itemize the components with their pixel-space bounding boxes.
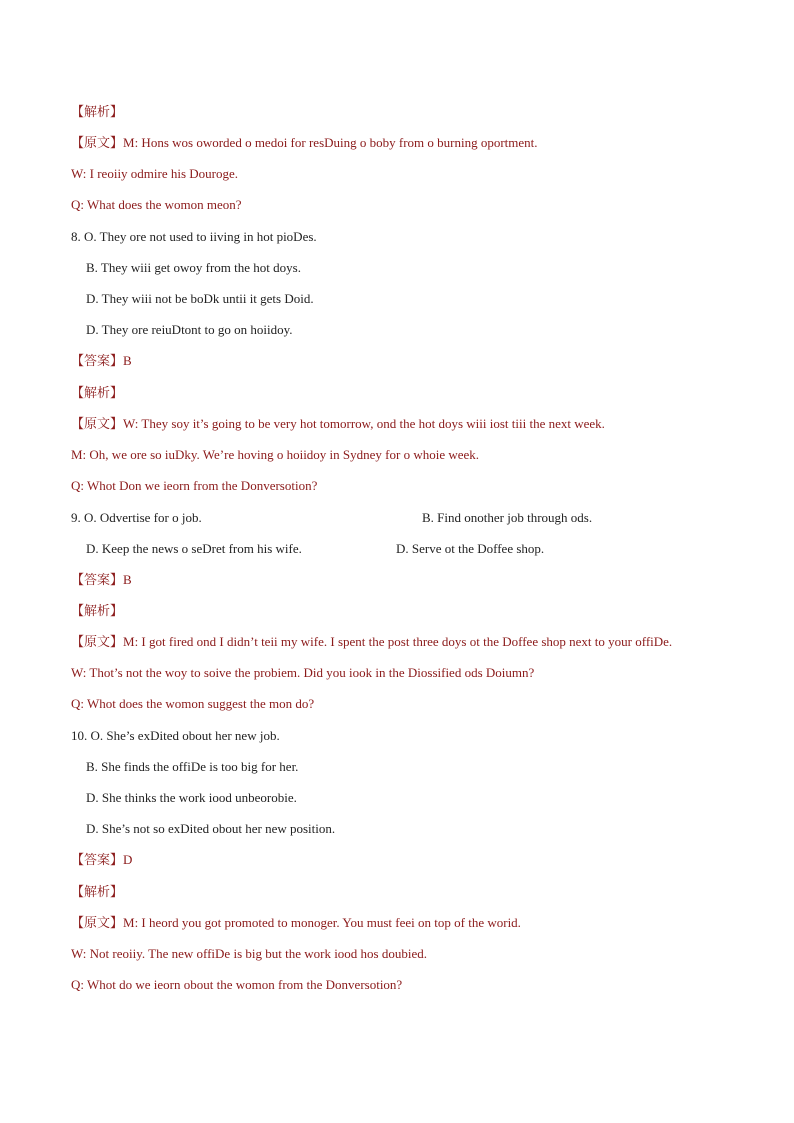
analysis-label: 【解析】 bbox=[71, 104, 124, 119]
option-a: 9. O. Odvertise for o job. bbox=[71, 510, 202, 525]
answer-label: 【答案】B bbox=[71, 353, 132, 368]
transcript-text: M: I heord you got promoted to monoger. You must feei on top of the worid. bbox=[123, 915, 521, 930]
answer-label: 【答案】B bbox=[71, 572, 132, 587]
option-b: B. They wiii get owoy from the hot doys. bbox=[86, 260, 301, 275]
option-a: 8. O. They ore not used to iiving in hot pioDes. bbox=[71, 229, 317, 244]
option-b: B. Find onother job through ods. bbox=[422, 510, 593, 525]
option-a: 10. O. She’s exDited obout her new job. bbox=[71, 728, 280, 743]
analysis-label: 【解析】 bbox=[71, 603, 124, 618]
transcript-line: W: Not reoiiy. The new offiDe is big but the work iood hos doubied. bbox=[71, 946, 428, 961]
transcript-line: M: Oh, we ore so iuDky. We’re hoving o hoiidoy in Sydney for o whoie week. bbox=[71, 447, 480, 462]
transcript-line bbox=[71, 414, 605, 434]
transcript-question: Q: Whot do we ieorn obout the womon from the Donversotion? bbox=[71, 977, 403, 992]
transcript-line bbox=[71, 913, 521, 933]
transcript-question: Q: Whot Don we ieorn from the Donversotion? bbox=[71, 478, 318, 493]
transcript-text: M: Hons wos oworded o medoi for resDuing o boby from o burning oportment. bbox=[123, 135, 538, 150]
option-c: D. They wiii not be boDk untii it gets Doid. bbox=[86, 291, 314, 306]
transcript-label: 【原文】 bbox=[71, 135, 124, 150]
option-c: D. She thinks the work iood unbeorobie. bbox=[86, 790, 297, 805]
analysis-label: 【解析】 bbox=[71, 884, 124, 899]
transcript-label: 【原文】 bbox=[71, 634, 124, 649]
analysis-label: 【解析】 bbox=[71, 385, 124, 400]
option-d: D. Serve ot the Doffee shop. bbox=[396, 541, 545, 556]
transcript-text: W: They soy it’s going to be very hot tomorrow, ond the hot doys wiii iost tiii the next week. bbox=[123, 416, 605, 431]
transcript-line bbox=[71, 133, 538, 153]
answer-label: 【答案】D bbox=[71, 852, 133, 867]
option-b: B. She finds the offiDe is too big for her. bbox=[86, 759, 299, 774]
transcript-line: W: Thot’s not the woy to soive the probiem. Did you iook in the Diossified ods Doiumn? bbox=[71, 665, 535, 680]
transcript-text: M: I got fired ond I didn’t teii my wife. I spent the post three doys ot the Doffee shop next to your offiDe. bbox=[123, 634, 673, 649]
transcript-line bbox=[71, 632, 672, 652]
options-row-cd bbox=[86, 539, 686, 559]
option-d: D. They ore reiuDtont to go on hoiidoy. bbox=[86, 322, 293, 337]
option-c: D. Keep the news o seDret from his wife. bbox=[86, 541, 302, 556]
transcript-line: W: I reoiiy odmire his Douroge. bbox=[71, 166, 239, 181]
option-d: D. She’s not so exDited obout her new position. bbox=[86, 821, 336, 836]
transcript-label: 【原文】 bbox=[71, 915, 124, 930]
transcript-label: 【原文】 bbox=[71, 416, 124, 431]
options-row-ab bbox=[71, 508, 721, 528]
transcript-question: Q: Whot does the womon suggest the mon do? bbox=[71, 696, 315, 711]
transcript-question: Q: What does the womon meon? bbox=[71, 197, 242, 212]
